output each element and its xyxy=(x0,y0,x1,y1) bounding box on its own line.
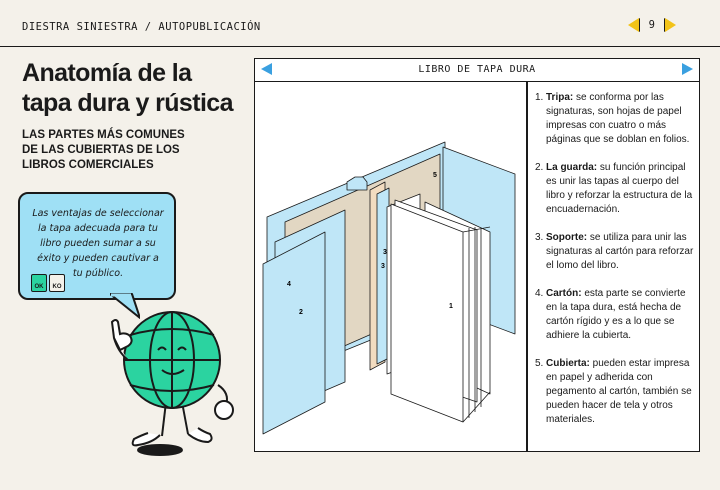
prev-page-icon[interactable] xyxy=(628,18,639,32)
page-title: Anatomía de la tapa dura y rústica xyxy=(22,59,233,117)
panel-divider xyxy=(526,82,528,451)
list-item: 4. Cartón: esta parte se convierte en la tapa dura, está hecha de cartón rígido y es a lo que se adhiere la cubierta. xyxy=(535,288,686,341)
speech-bubble xyxy=(18,192,176,300)
parts-list xyxy=(535,91,697,441)
diagram-label-5: 5 xyxy=(433,172,437,179)
list-item: 1. Tripa: se conforma por las signaturas, son hojas de papel impresas con cuatro o más páginas que se doblan en folios. xyxy=(535,92,690,145)
panel-next-icon[interactable] xyxy=(682,63,693,75)
diagram-label-3b: 3 xyxy=(381,263,385,270)
brand-breadcrumb: DIESTRA SINIESTRA / AUTOPUBLICACIÓN xyxy=(22,21,261,33)
list-item: 2. La guarda: su función principal es unir las tapas al cuerpo del libro y reforzar la estructura de la encuadernación. xyxy=(535,162,693,215)
diagram-label-4: 4 xyxy=(287,281,291,288)
globe-mascot-icon xyxy=(100,290,250,460)
ok-face-icon xyxy=(31,274,47,292)
diagram-label-3a: 3 xyxy=(383,249,387,256)
diagram-panel xyxy=(254,58,700,452)
panel-title: LIBRO DE TAPA DURA xyxy=(418,64,536,75)
list-item: 5. Cubierta: pueden estar impresa en papel y adherida con pegamento al cartón, también se pueden hacer de tela y otros materiales. xyxy=(535,358,692,425)
ok-label: OK xyxy=(34,284,44,290)
diagram-label-2: 2 xyxy=(299,309,303,316)
next-page-icon[interactable] xyxy=(665,18,676,32)
pager xyxy=(628,18,676,32)
hardcover-book-diagram xyxy=(255,82,526,451)
page-subtitle: LAS PARTES MÁS COMUNES DE LAS CUBIERTAS DE LOS LIBROS COMERCIALES xyxy=(22,129,185,171)
panel-header xyxy=(255,59,699,82)
ko-label: KO xyxy=(52,284,62,290)
ko-face-icon xyxy=(49,274,65,292)
page-number: 9 xyxy=(648,19,655,31)
top-bar xyxy=(0,0,720,47)
list-item: 3. Soporte: se utiliza para unir las signaturas al cartón para reforzar el lomo del libro. xyxy=(535,232,694,271)
diagram-label-1: 1 xyxy=(449,303,453,310)
bubble-text: Las ventajas de seleccionar la tapa adecuada para tu libro pueden sumar a su éxito y pueden cautivar a tu público. xyxy=(32,208,164,279)
